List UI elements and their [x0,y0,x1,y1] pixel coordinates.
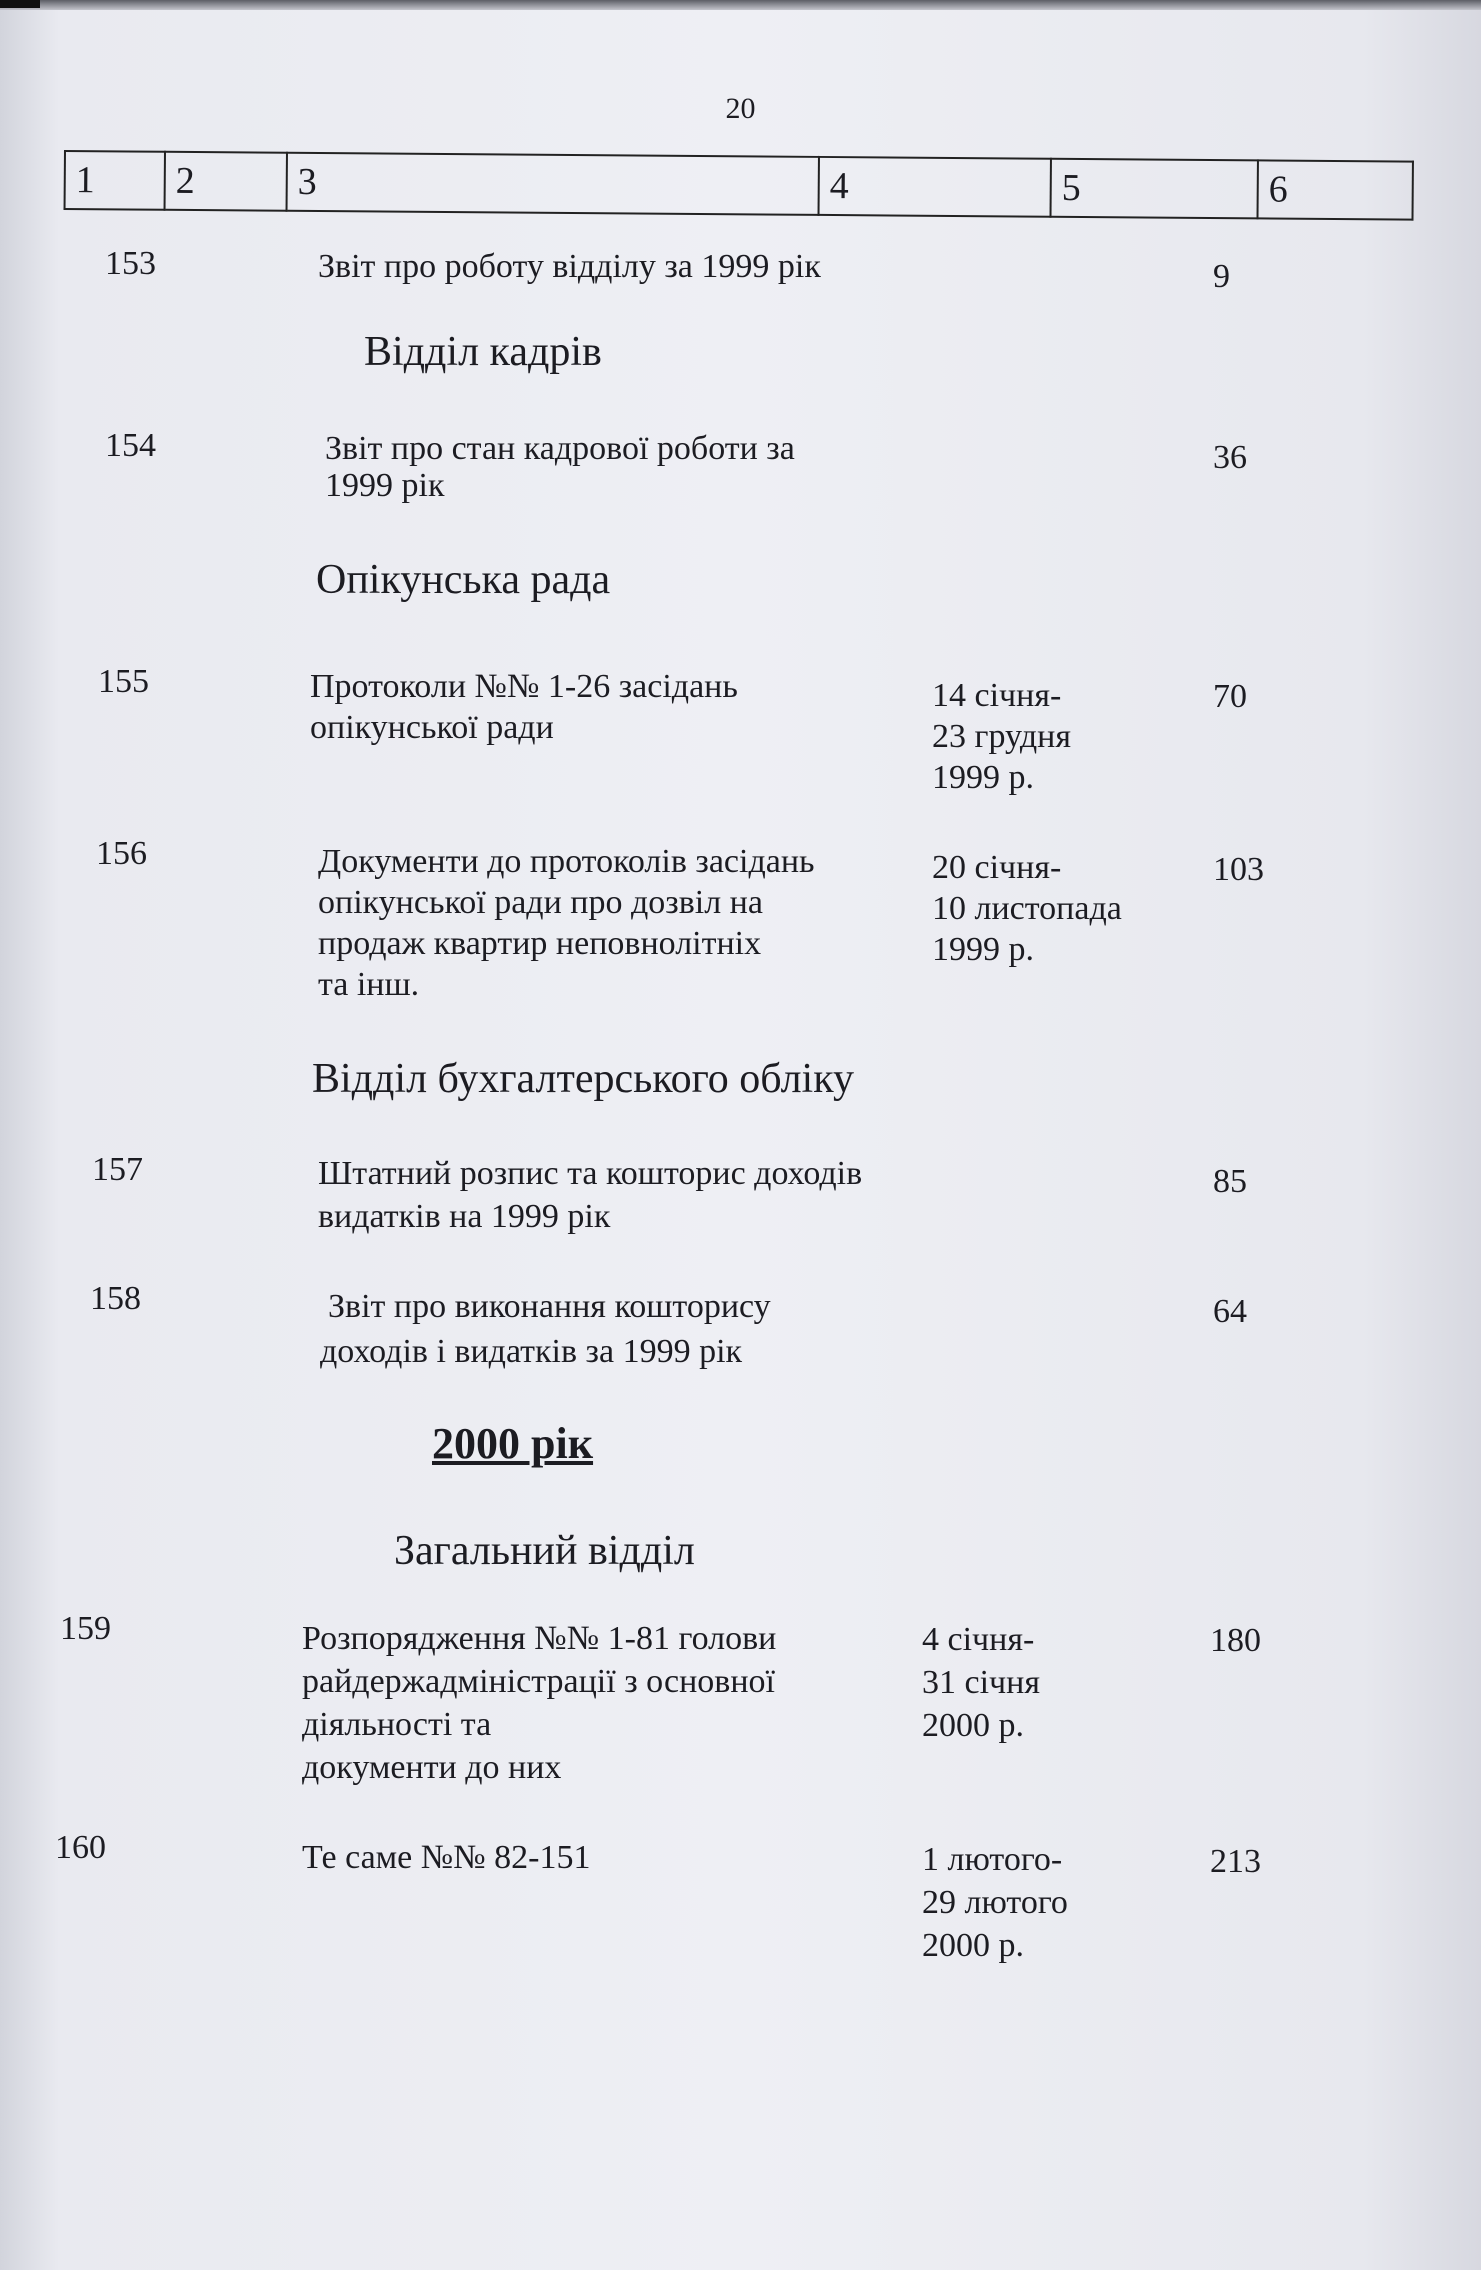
row-155-sheets: 70 [1213,678,1247,715]
row-160-number: 160 [55,1829,106,1866]
row-156-number: 156 [96,835,147,872]
row-158-title-line-2: доходів і видатків за 1999 рік [320,1333,743,1370]
row-156-title-line-1: Документи до протоколів засідань [318,843,815,880]
row-156-dates-line-1: 20 січня- [932,849,1062,886]
row-158-sheets: 64 [1213,1293,1247,1330]
row-154-sheets: 36 [1213,439,1247,476]
column-header-6: 6 [1257,160,1412,219]
row-160-dates-line-3: 2000 р. [922,1927,1024,1964]
section-title-guardianship: Опікунська рада [316,557,611,603]
row-157-title-line-2: видатків на 1999 рік [318,1198,611,1235]
column-header-1: 1 [65,151,165,210]
row-159-title-line-1: Розпорядження №№ 1-81 голови [302,1620,777,1657]
row-154-number: 154 [105,427,156,464]
row-155-dates-line-2: 23 грудня [932,718,1071,755]
scan-corner [0,0,40,8]
row-159-sheets: 180 [1210,1622,1261,1659]
row-156-title-line-2: опікунської ради про дозвіл на [318,884,763,921]
row-155-dates-line-1: 14 січня- [932,677,1062,714]
row-159-dates-line-2: 31 січня [922,1664,1040,1701]
row-158-number: 158 [90,1280,141,1317]
section-title-hr: Відділ кадрів [364,329,602,375]
row-156-dates-line-2: 10 листопада [932,890,1122,927]
row-160-dates-line-1: 1 лютого- [922,1841,1063,1878]
row-155-dates-line-3: 1999 р. [932,759,1034,796]
row-154-title-line-1: Звіт про стан кадрової роботи за [325,430,795,467]
row-156-title-line-3: продаж квартир неповнолітніх [318,925,762,962]
row-159-title-line-2: райдержадміністрації з основної [302,1663,775,1700]
row-157-title-line-1: Штатний розпис та кошторис доходів [318,1155,863,1192]
row-156-sheets: 103 [1213,851,1264,888]
row-157-sheets: 85 [1213,1163,1247,1200]
column-header-table [64,150,1414,221]
column-header-3: 3 [287,153,819,215]
row-153-sheets: 9 [1213,258,1230,295]
row-160-title: Те саме №№ 82-151 [302,1839,591,1876]
row-159-dates-line-1: 4 січня- [922,1621,1035,1658]
row-159-number: 159 [60,1610,111,1647]
column-header-4: 4 [819,157,1051,217]
section-title-general: Загальний відділ [394,1528,695,1574]
section-title-accounting: Відділ бухгалтерського обліку [312,1056,855,1102]
row-155-title-line-1: Протоколи №№ 1-26 засідань [310,668,738,705]
row-160-sheets: 213 [1210,1843,1261,1880]
page-number: 20 [725,92,756,125]
row-154-title-line-2: 1999 рік [325,467,445,504]
row-156-dates-line-3: 1999 р. [932,931,1034,968]
row-159-title-line-3: діяльності та [302,1706,492,1743]
row-153-title: Звіт про роботу відділу за 1999 рік [318,248,821,285]
row-159-dates-line-3: 2000 р. [922,1707,1024,1744]
row-157-number: 157 [92,1151,143,1188]
row-153-number: 153 [105,245,156,282]
year-heading: 2000 рік [432,1419,594,1468]
row-159-title-line-4: документи до них [302,1749,562,1786]
row-156-title-line-4: та інш. [318,966,420,1003]
row-155-title-line-2: опікунської ради [310,709,554,746]
row-155-number: 155 [98,663,149,700]
page-top-shadow [0,0,1481,10]
row-160-dates-line-2: 29 лютого [922,1884,1068,1921]
row-158-title-line-1: Звіт про виконання кошторису [328,1288,771,1325]
column-header-5: 5 [1051,159,1258,219]
column-header-2: 2 [165,152,287,211]
